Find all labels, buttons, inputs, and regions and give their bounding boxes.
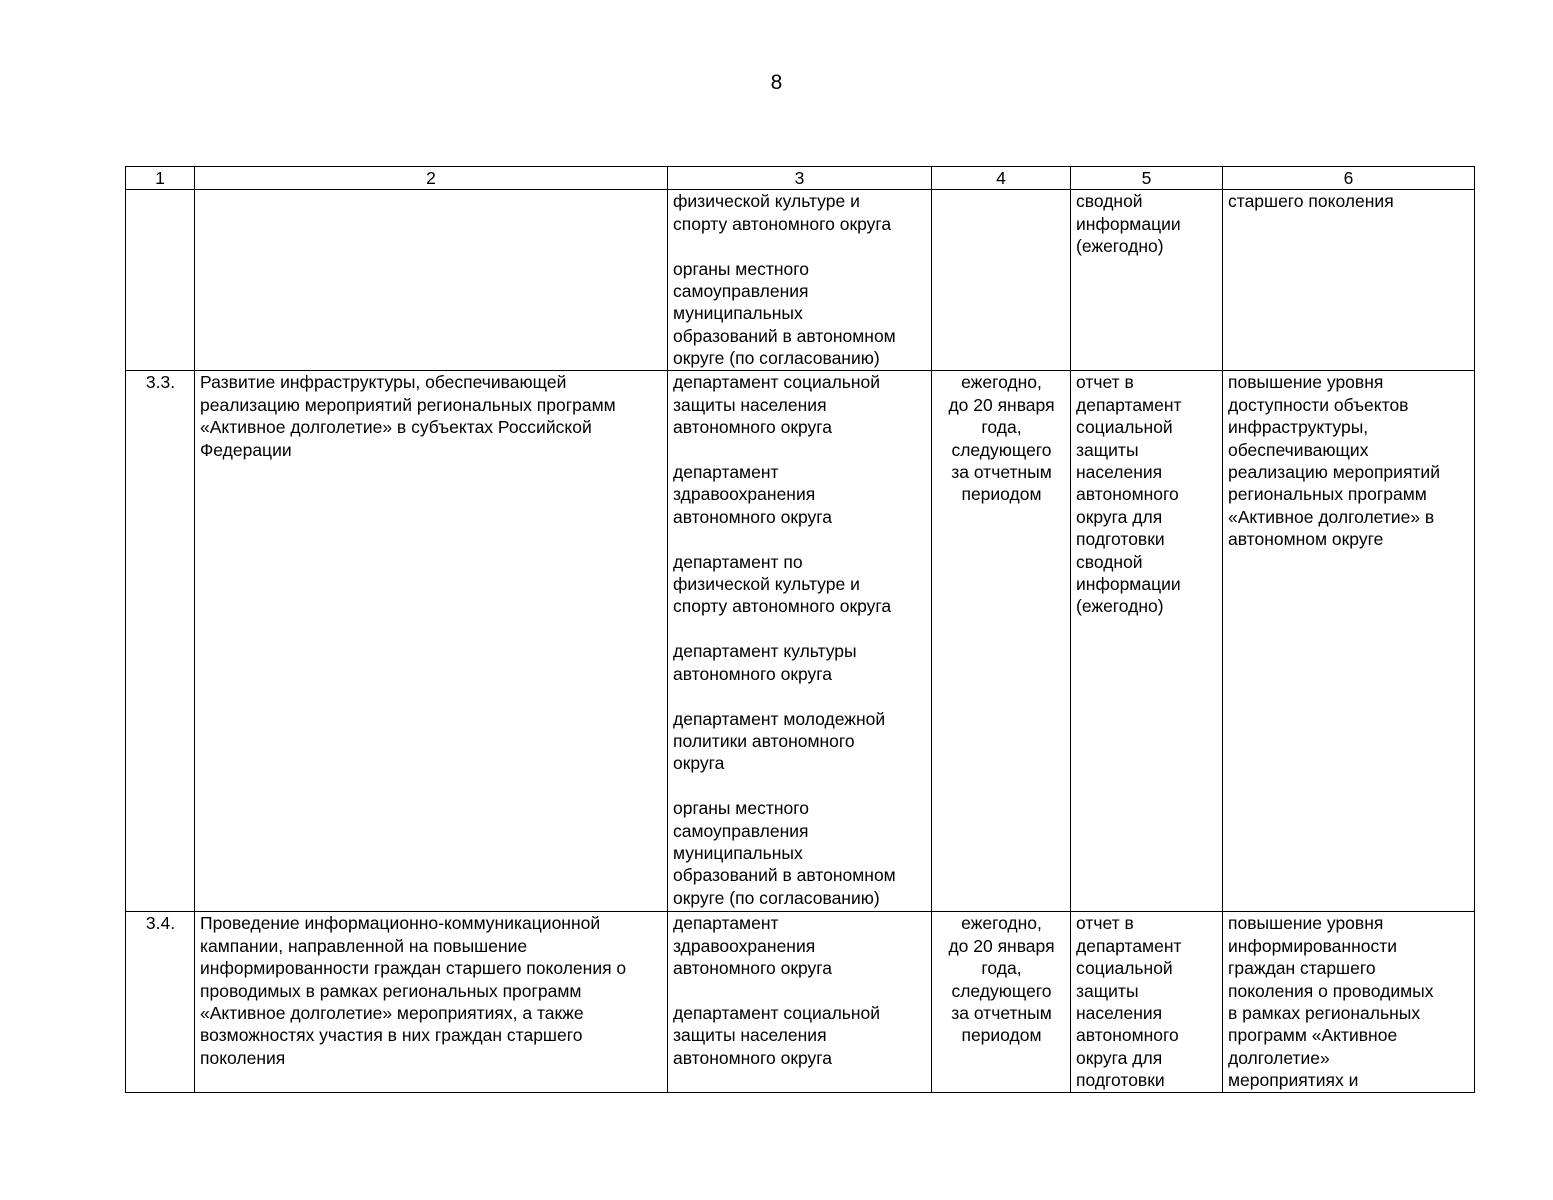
- result-cell: повышение уровня доступности объектов инфраструктуры, обеспечивающих реализацию мероприятий региональных программ «Активное долголетие» в автономном округе: [1223, 371, 1475, 912]
- row-number-cell: 3.4.: [126, 912, 195, 1093]
- row-number-cell: [126, 190, 195, 371]
- header-cell-3: 3: [668, 167, 932, 190]
- header-cell-6: 6: [1223, 167, 1475, 190]
- table-row: [126, 912, 1475, 1093]
- measure-name-cell: [195, 190, 668, 371]
- header-cell-1: 1: [126, 167, 195, 190]
- result-cell: старшего поколения: [1223, 190, 1475, 371]
- executors-cell: департамент социальной защиты населения автономного округа департамент здравоохранения автономного округа департамент по физической культуре и спорту автономного округа департамент культуры автономного округа департамент молодежной политики автономного округа органы местного самоуправления муниципальных образований в автономном округе (по согласованию): [668, 371, 932, 912]
- page-number: 8: [770, 71, 783, 94]
- header-cell-5: 5: [1071, 167, 1223, 190]
- report-cell: сводной информации (ежегодно): [1071, 190, 1223, 371]
- result-cell: повышение уровня информированности граждан старшего поколения о проводимых в рамках региональных программ «Активное долголетие» мероприятиях и: [1223, 912, 1475, 1093]
- measure-name-cell: Развитие инфраструктуры, обеспечивающей реализацию мероприятий региональных программ «Активное долголетие» в субъектах Российской Федерации: [195, 371, 668, 912]
- deadline-cell: [932, 190, 1071, 371]
- header-cell-4: 4: [932, 167, 1071, 190]
- report-cell: отчет в департамент социальной защиты населения автономного округа для подготовки: [1071, 912, 1223, 1093]
- executors-cell: физической культуре и спорту автономного округа органы местного самоуправления муниципальных образований в автономном округе (по согласованию): [668, 190, 932, 371]
- table-row: [126, 371, 1475, 912]
- header-cell-2: 2: [195, 167, 668, 190]
- report-cell: отчет в департамент социальной защиты населения автономного округа для подготовки сводной информации (ежегодно): [1071, 371, 1223, 912]
- table-header-row: [126, 167, 1475, 190]
- deadline-cell: ежегодно, до 20 января года, следующего за отчетным периодом: [932, 912, 1071, 1093]
- deadline-cell: ежегодно, до 20 января года, следующего за отчетным периодом: [932, 371, 1071, 912]
- measures-table: [125, 166, 1475, 1093]
- executors-cell: департамент здравоохранения автономного округа департамент социальной защиты населения автономного округа: [668, 912, 932, 1093]
- row-number-cell: 3.3.: [126, 371, 195, 912]
- table-row: [126, 190, 1475, 371]
- measure-name-cell: Проведение информационно-коммуникационной кампании, направленной на повышение информированности граждан старшего поколения о проводимых в рамках региональных программ «Активное долголетие» мероприятиях, а также возможностях участия в них граждан старшего поколения: [195, 912, 668, 1093]
